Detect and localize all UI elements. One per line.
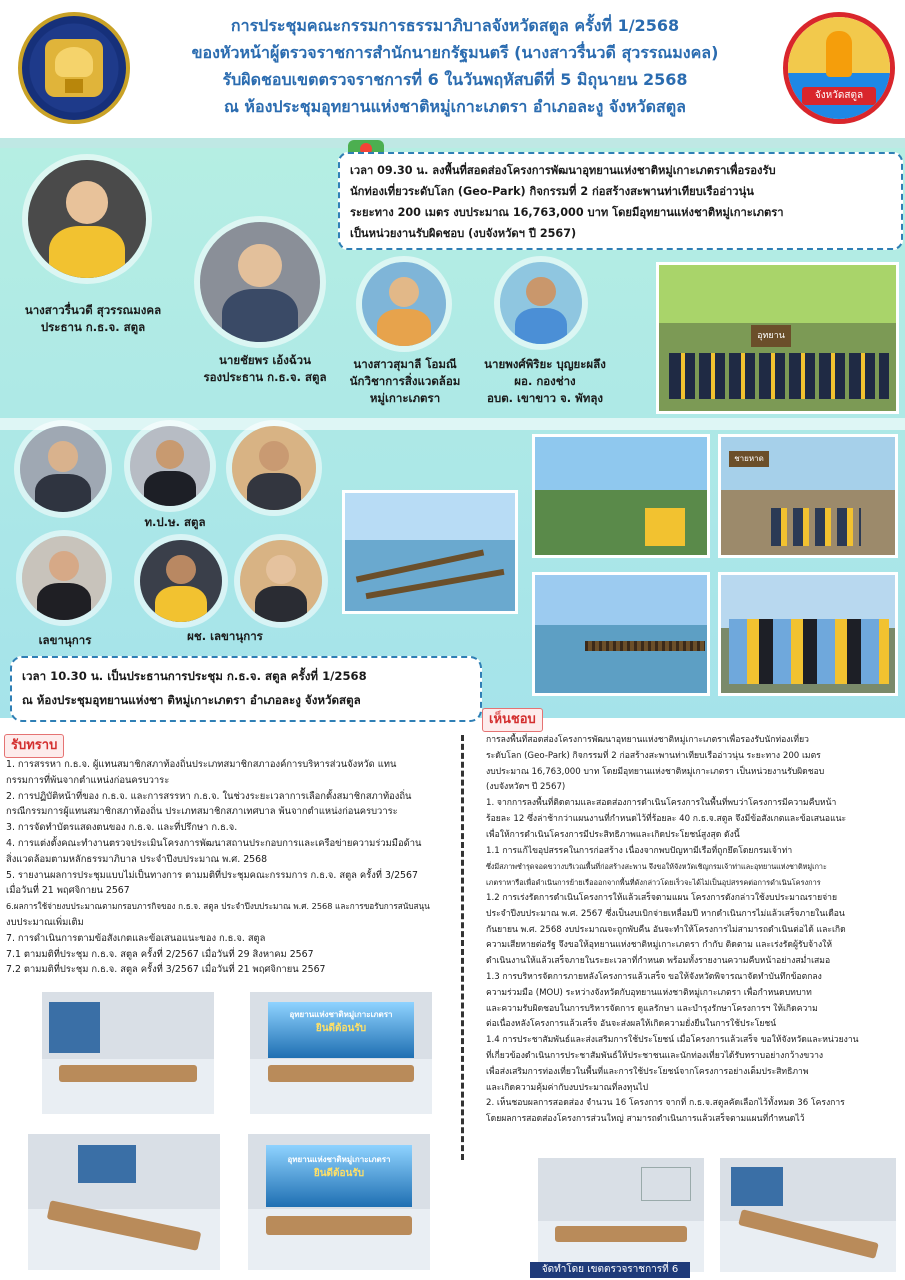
title-line-1: การประชุมคณะกรรมการธรรมาภิบาลจังหวัดสตูล ครั้งที่ 1/2568 bbox=[230, 16, 680, 35]
label-secretary: เลขานุการ bbox=[38, 633, 92, 647]
label-asst-secretary: ผช. เลขานุการ bbox=[187, 629, 263, 643]
header bbox=[0, 0, 905, 138]
photo-pier-posts bbox=[532, 572, 710, 696]
meeting-photo-3 bbox=[26, 1132, 222, 1272]
portrait-member-3 bbox=[232, 426, 316, 510]
approve-list: การลงพื้นที่สอดส่องโครงการพัฒนาอุทยานแห่งชาติหมู่เกาะเภตราเพื่อรองรับนักท่องเที่ยว ระดับโลก (Geo-Park) กิจกรรมที่ 2 ก่อสร้างสะพานท่าเทียบเรืออ่าวนุ่น ระยะทาง 200 เมตร งบประมาณ 16,763,000 บาท โดยมีอุทยานแห่งชาติหมู่เกาะเภตรา เป็นหน่วยงานรับผิดชอบ (งบจังหวัดฯ ปี 2567) 1. จากการลงพื้นที่ติดตามและสอดส่องการดำเนินโครงการในพื้นที่พบว่าโครงการมีความคืบหน้า ร้อยละ 12 ซึ่งล่าช้ากว่าแผนงานที่กำหนดไว้ที่ร้อยละ 40 ก.ธ.จ.สตูล จึงมีข้อสังเกตและข้อเสนอแนะ เพื่อให้การดำเนินโครงการมีประสิทธิภาพและเกิดประโยชน์สูงสุด ดังนี้ 1.1 การแก้ไขอุปสรรคในการก่อสร้าง เนื่องจากพบปัญหามีเรือที่ถูกยึดโดยกรมเจ้าท่า ซึ่งมีสภาพชำรุดจอดขวางบริเวณพื้นที่ก่อสร้างสะพาน จึงขอให้จังหวัดเชิญกรมเจ้าท่าและอุทยานแห่งชาติหมู่เกาะ เภตราหารือเพื่อดำเนินการย้ายเรือออกจากพื้นที่ดังกล่าวโดยเร็วจะได้ไม่เป็นอุปสรรคต่อการดำเนินโครงการ 1.2 การเร่งรัดการดำเนินโครงการให้แล้วเสร็จตามแผน โครงการดังกล่าวใช้งบประมาณรายจ่าย ประจำปีงบประมาณ พ.ศ. 2567 ซึ่งเป็นงบเบิกจ่ายเหลื่อมปี หากดำเนินการไม่แล้วเสร็จภายในเดือน กันยายน พ.ศ. 2568 งบประมาณจะถูกพับคืน อันจะทำให้โครงการไม่สามารถดำเนินต่อได้ และเกิด ความเสียหายต่อรัฐ จึงขอให้อุทยานแห่งชาติหมู่เกาะเภตรา กำกับ ติดตาม และเร่งรัดผู้รับจ้างให้ ดำเนินงานให้แล้วเสร็จภายในระยะเวลาที่กำหนด พร้อมทั้งรายงานความคืบหน้าอย่างสม่ำเสมอ 1.3 การบริหารจัดการภายหลังโครงการแล้วเสร็จ ขอให้จังหวัดพิจารณาจัดทำบันทึกข้อตกลง ความร่วมมือ (MOU) ระหว่างจังหวัดกับอุทยานแห่งชาติหมู่เกาะเภตรา เพื่อกำหนดบทบาท และความรับผิดชอบในการบริหารจัดการ ดูแลรักษา และบำรุงรักษาโครงการฯ ให้เกิดความ ต่อเนื่องหลังโครงการแล้วเสร็จ อันจะส่งผลให้เกิดความยั่งยืนในการใช้ประโยชน์ 1.4 การประชาสัมพันธ์และส่งเสริมการใช้ประโยชน์ เมื่อโครงการแล้วเสร็จ ขอให้จังหวัดและหน่วยงาน ที่เกี่ยวข้องดำเนินการประชาสัมพันธ์ให้ประชาชนและนักท่องเที่ยวได้รับทราบอย่างกว้างขวาง เพื่อส่งเสริมการท่องเที่ยวในพื้นที่และการใช้ประโยชน์จากโครงการอย่างเต็มประสิทธิภาพ และเกิดความคุ้มค่ากับงบประมาณที่ลงทุนไป 2. เห็นชอบผลการสอดส่อง จำนวน 16 โครงการ จากที่ ก.ธ.จ.สตูลคัดเลือกไว้ทั้งหมด 36 โครงการ โดยผลการสอดส่องโครงการส่วนใหญ่ สามารถดำเนินการแล้วเสร็จตามแผนที่กำหนดไว้ bbox=[486, 735, 859, 1125]
page-title bbox=[150, 12, 760, 120]
portrait-asst-secretary-1 bbox=[140, 540, 222, 622]
screen-subtitle: ยินดีต้อนรับ bbox=[315, 1022, 367, 1034]
name-chair: นางสาวรื่นวดี สุวรรณมงคล ประธาน ก.ธ.จ. สตูล bbox=[24, 303, 162, 334]
meeting-photo-1 bbox=[40, 990, 216, 1116]
name-environment-officer: นางสาวสุมาลี โอมณี นักวิชาการสิ่งแวดล้อม หมู่เกาะเภตรา bbox=[349, 357, 461, 405]
tag-acknowledge: รับทราบ bbox=[4, 734, 64, 758]
logo-banner: จังหวัดสตูล bbox=[802, 87, 876, 105]
portrait-member-2 bbox=[130, 426, 210, 506]
photo-inspection-team bbox=[718, 572, 898, 696]
title-line-2: ของหัวหน้าผู้ตรวจราชการสำนักนายกรัฐมนตรี (นางสาวรื่นวดี สุวรรณมงคล) bbox=[191, 43, 719, 62]
meeting-photo-2 bbox=[248, 990, 434, 1116]
portrait-environment-officer bbox=[362, 262, 446, 346]
footer-credit: จัดทำโดย เขตตรวจราชการที่ 6 bbox=[530, 1262, 690, 1278]
satun-province-logo bbox=[783, 12, 895, 124]
crest-icon bbox=[45, 39, 103, 97]
header-band bbox=[0, 138, 905, 148]
photo-pier-wide bbox=[342, 490, 518, 614]
group-photo-site bbox=[656, 262, 899, 414]
portrait-chair bbox=[28, 160, 146, 278]
portrait-secretary bbox=[22, 536, 106, 620]
label-tps: ท.ป.ษ. สตูล bbox=[144, 515, 206, 529]
title-line-4: ณ ห้องประชุมอุทยานแห่งชาติหมู่เกาะเภตรา อำเภอละงู จังหวัดสตูล bbox=[224, 97, 686, 116]
prime-minister-office-logo bbox=[18, 12, 130, 124]
meeting-photo-4 bbox=[246, 1132, 432, 1272]
portrait-engineer bbox=[500, 262, 582, 344]
name-vice-chair: นายชัยพร เอ้งฉ้วน รองประธาน ก.ธ.จ. สตูล bbox=[203, 353, 327, 384]
title-line-3: รับผิดชอบเขตตรวจราชการที่ 6 ในวันพฤหัสบดีที่ 5 มิถุนายน 2568 bbox=[222, 70, 688, 89]
portrait-member-1 bbox=[20, 426, 106, 512]
tag-approve: เห็นชอบ bbox=[482, 708, 543, 732]
field-visit-callout: เวลา 09.30 น. ลงพื้นที่สอดส่องโครงการพัฒนาอุทยานแห่งชาติหมู่เกาะเภตราเพื่อรองรับ นักท่องเที่ยวระดับโลก (Geo-Park) กิจกรรมที่ 2 ก่อสร้างสะพานท่าเทียบเรืออ่าวนุ่น ระยะทาง 200 เมตร งบประมาณ 16,763,000 บาท โดยมีอุทยานแห่งชาติหมู่เกาะเภตรา เป็นหน่วยงานรับผิดชอบ (งบจังหวัดฯ ปี 2567) bbox=[338, 152, 903, 250]
portrait-asst-secretary-2 bbox=[240, 540, 322, 622]
portrait-vice-chair bbox=[200, 222, 320, 342]
screen-title-2: อุทยานแห่งชาติหมู่เกาะเภตรา bbox=[287, 1154, 391, 1164]
site-sign: อุทยาน bbox=[751, 325, 791, 347]
name-engineer: นายพงศ์พิริยะ บุญยะผลึง ผอ. กองช่าง อบต. เขาขาว จ. พัทลุง bbox=[484, 357, 606, 405]
screen-title: อุทยานแห่งชาติหมู่เกาะเภตรา bbox=[289, 1009, 393, 1019]
meeting-callout: เวลา 10.30 น. เป็นประธานการประชุม ก.ธ.จ. สตูล ครั้งที่ 1/2568 ณ ห้องประชุมอุทยานแห่งชา ติหมู่เกาะเภตรา อำเภอละงู จังหวัดสตูล bbox=[10, 656, 482, 722]
photo-construction-2 bbox=[718, 434, 898, 558]
screen-subtitle-2: ยินดีต้อนรับ bbox=[313, 1167, 365, 1179]
meeting-photo-5 bbox=[536, 1156, 706, 1274]
photo-construction-1 bbox=[532, 434, 710, 558]
photo-sign: ชายหาด bbox=[729, 451, 769, 467]
acknowledge-list: 1. การสรรหา ก.ธ.จ. ผู้แทนสมาชิกสภาท้องถิ่นประเภทสมาชิกสภาองค์การบริหารส่วนจังหวัด แทน กรรมการที่พ้นจากตำแหน่งก่อนครบวาระ 2. การปฏิบัติหน้าที่ของ ก.ธ.จ. และการสรรหา ก.ธ.จ. ในช่วงระยะเวลาการเลือกตั้งสมาชิกสภาท้องถิ่น กรณีกรรมการผู้แทนสมาชิกสภาท้องถิ่น ประเภทสมาชิกสภาเทศบาล พ้นจากตำแหน่งก่อนครบวาระ 3. การจัดทำบัตรแสดงตนของ ก.ธ.จ. และที่ปรึกษา ก.ธ.จ. 4. การแต่งตั้งคณะทำงานตรวจประเมินโครงการพัฒนาสถานประกอบการและเครือข่ายความร่วมมือด้าน สิ่งแวดล้อมตามหลักธรรมาภิบาล ประจำปีงบประมาณ พ.ศ. 2568 5. รายงานผลการประชุมแบบไม่เป็นทางการ ตามมติที่ประชุมคณะกรรมการ ก.ธ.จ. สตูล ครั้งที่ 3/2567 เมื่อวันที่ 21 พฤศจิกายน 2567 6.ผลการใช้จ่ายงบประมาณตามกรอบภารกิจของ ก.ธ.จ. สตูล ประจำปีงบประมาณ พ.ศ. 2568 และการขอรับการสนับสนุน งบประมาณเพิ่มเติม 7. การดำเนินการตามข้อสังเกตและข้อเสนอแนะของ ก.ธ.จ. สตูล 7.1 ตามมติที่ประชุม ก.ธ.จ. สตูล ครั้งที่ 2/2567 เมื่อวันที่ 29 สิงหาคม 2567 7.2 ตามมติที่ประชุม ก.ธ.จ. สตูล ครั้งที่ 3/2567 เมื่อวันที่ 21 พฤศจิกายน 2567 bbox=[6, 759, 430, 976]
deity-figure-icon bbox=[826, 31, 852, 77]
meeting-photo-6 bbox=[718, 1156, 898, 1274]
column-divider bbox=[461, 735, 464, 1160]
